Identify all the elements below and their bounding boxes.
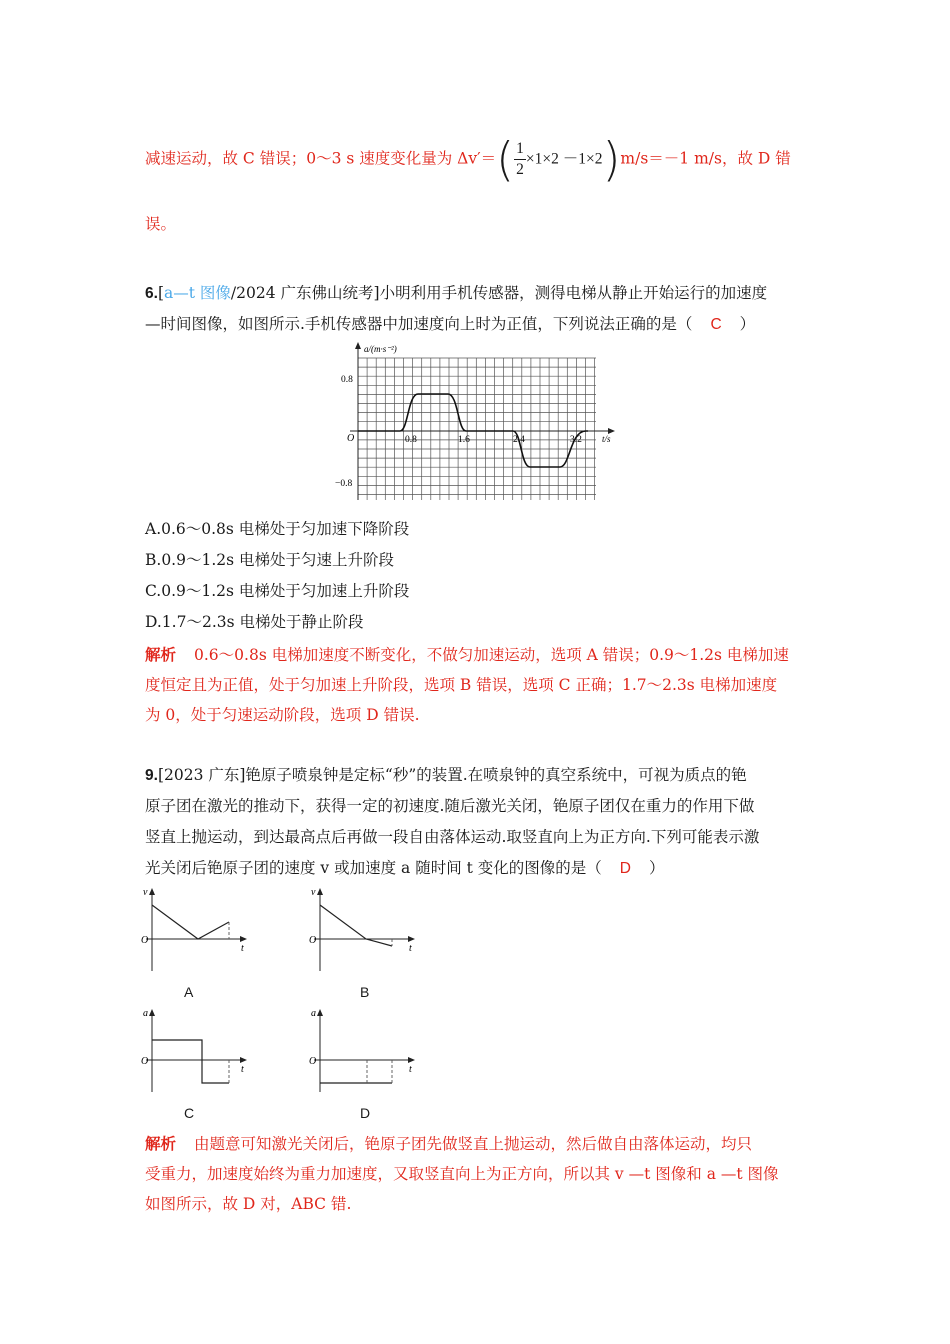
q9-stem-line4 [145,858,665,879]
q9-analysis-line3: 如图所示，故 D 对，ABC 错. [145,1195,352,1213]
q6-close-paren: ） [739,315,756,333]
q9-stem-text4: 光关闭后铯原子团的速度 v 或加速度 a 随时间 t 变化的图像的是（ [145,859,602,877]
q6-number: 6. [145,285,158,302]
q9-stem-line3: 竖直上抛运动，到达最高点后再做一段自由落体运动.取竖直向上为正方向.下列可能表示激 [145,828,760,846]
q6-stem-line1 [145,283,767,304]
formula-rest: ×1×2 －1×2 [525,150,603,168]
q9c-origin: O [141,1056,149,1067]
q9a-line [152,905,229,939]
q6-answer: C [710,316,722,333]
left-paren: ( [496,132,515,187]
q9-close-paren: ） [649,859,665,877]
right-paren: ) [602,132,621,187]
q9a-x-label: t [241,943,244,954]
q6-option-a: A.0.6～0.8s 电梯处于匀加速下降阶段 [145,520,410,538]
q9-graph-b [306,885,426,975]
q6-ytick-pos: 0.8 [341,375,353,385]
q9c-y-label: a [143,1008,148,1019]
q9-graph-c-label: C [184,1105,195,1121]
q6-tag-open: [ [157,284,164,302]
q9b-line [320,905,392,946]
q6-xtick-3: 2.4 [513,435,525,445]
q6-ytick-neg: −0.8 [335,479,353,489]
q6-source-tag: /2024 广东佛山统考] [230,284,380,302]
q9-number: 9. [145,767,158,784]
q9-stem-line2: 原子团在激光的推动下，获得一定的初速度.随后激光关闭，铯原子团仅在重力的作用下做 [145,797,755,815]
q6-topic-tag: a—t 图像 [164,284,231,302]
q6-analysis-line1 [145,645,789,666]
q6-x-axis-label: t/s [602,434,611,444]
prev-solution-line1 [145,132,791,187]
q9b-origin: O [309,935,317,946]
q6-option-c: C.0.9～1.2s 电梯处于匀加速上升阶段 [145,582,410,600]
prev-solution-text: 减速运动，故 C 错误；0～3 s 速度变化量为 Δv′＝ [145,149,497,168]
q9-graph-c [138,1006,258,1096]
q9a-origin: O [141,935,149,946]
prev-solution-line2: 误。 [145,215,177,233]
q6-option-d: D.1.7～2.3s 电梯处于静止阶段 [145,613,364,631]
q9-analysis-line1 [145,1134,752,1155]
q6-y-axis-label: a/(m·s⁻²) [364,344,397,354]
q9-graph-a-label: A [184,984,194,1000]
q9-graph-d-label: D [360,1105,371,1121]
q9d-x-label: t [409,1064,412,1075]
q6-xtick-1: 0.8 [405,435,417,445]
q6-option-b: B.0.9～1.2s 电梯处于匀速上升阶段 [145,551,394,569]
q9-stem-text1: [2023 广东]铯原子喷泉钟是定标“秒”的装置.在喷泉钟的真空系统中，可视为质点的铯 [157,766,747,784]
q9-graph-a [138,885,258,975]
q9b-y-label: v [311,887,316,898]
fraction-denominator: 2 [516,161,524,178]
q9-graph-b-label: B [360,984,370,1000]
q6-xtick-4: 3.2 [570,435,582,445]
q9b-x-label: t [409,943,412,954]
prev-solution-tail: m/s＝－1 m/s，故 D 错 [620,149,791,168]
q6-stem-line2 [145,314,755,335]
fraction-half [514,139,526,180]
q9-stem-line1 [145,765,747,786]
q6-y-arrow [355,342,361,349]
q9c-line [152,1040,229,1083]
q9-answer: D [619,860,631,877]
q6-analysis-line2: 度恒定且为正值，处于匀加速上升阶段，选项 B 错误，选项 C 正确；1.7～2.3s 电梯加速度 [145,676,778,694]
q9d-origin: O [309,1056,317,1067]
q9-analysis-line2: 受重力，加速度始终为重力加速度，又取竖直向上为正方向，所以其 v —t 图像和 a —t 图像 [145,1165,779,1183]
q6-stem-text1: 小明利用手机传感器，测得电梯从静止开始运行的加速度 [379,284,768,302]
q9c-x-label: t [241,1064,244,1075]
q9-analysis-label: 解析 [145,1136,177,1153]
q6-origin: O [347,433,355,444]
q9-graph-d [306,1006,426,1096]
q6-analysis-line3: 为 0，处于匀速运动阶段，选项 D 错误. [145,706,420,724]
fraction-numerator: 1 [514,139,526,160]
q6-acceleration-graph [330,340,620,505]
q9a-y-label: v [143,887,148,898]
q6-xtick-2: 1.6 [458,435,470,445]
q9d-y-label: a [311,1008,316,1019]
q6-analysis-label: 解析 [145,647,177,664]
q6-analysis-text1: 0.6～0.8s 电梯加速度不断变化，不做匀加速运动，选项 A 错误；0.9～1.2s 电梯加速 [194,646,789,664]
q9-analysis-text1: 由题意可知激光关闭后，铯原子团先做竖直上抛运动，然后做自由落体运动，均只 [194,1135,753,1153]
q6-stem-text2: —时间图像，如图所示.手机传感器中加速度向上时为正值，下列说法正确的是（ [145,315,693,333]
